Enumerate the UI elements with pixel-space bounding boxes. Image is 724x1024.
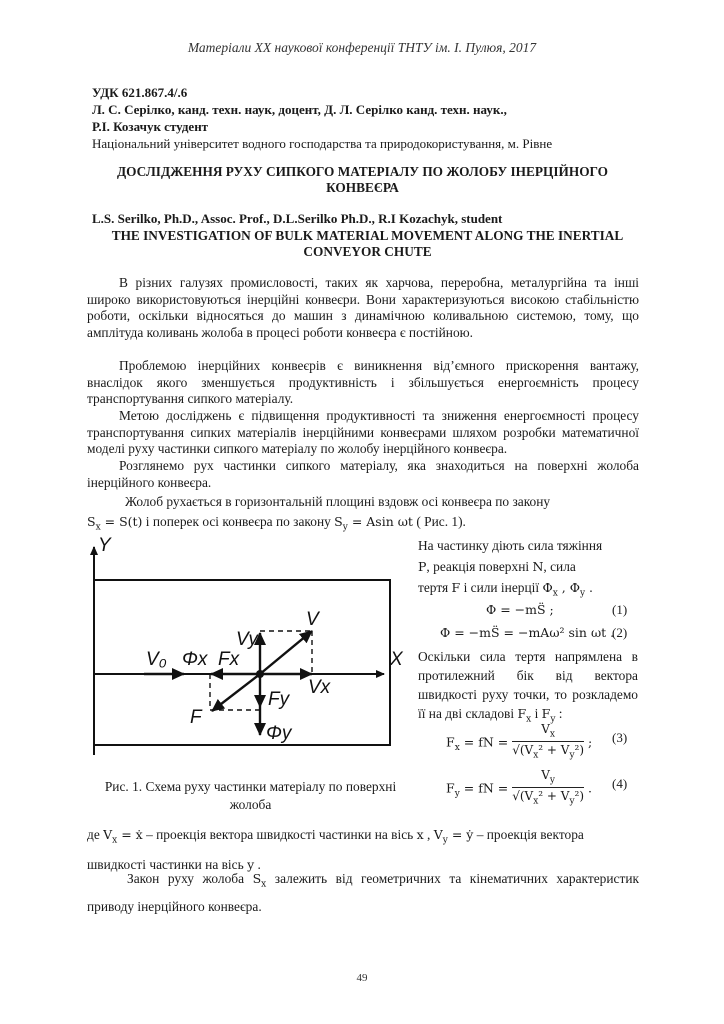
- paragraph-5-law: $S_x = S(t)$ і поперек осі конвеєра по закону $S_y = Asin$ ωt ( Рис. 1).: [87, 514, 466, 533]
- equation-4-number: (4): [612, 776, 628, 791]
- equation-1-number: (1): [612, 602, 628, 617]
- equation-3: $F_x$ = fN = $\frac{V_x}{√(V_x^2 + V_y^2)}$ ;: [446, 722, 593, 761]
- title-ua: ДОСЛІДЖЕННЯ РУХУ СИПКОГО МАТЕРІАЛУ ПО ЖОЛОБУ ІНЕРЦІЙНОГО КОНВЕЄРА: [116, 164, 609, 195]
- authors-ua: Л. С. Серілко, канд. техн. наук, доцент, Д. Л. Серілко канд. техн. наук.,: [92, 102, 507, 117]
- paragraph-5: Жолоб рухається в горизонтальній площині вздовж осі конвеєра по закону: [125, 494, 551, 509]
- equation-4: $F_y$ = fN = $\frac{V_y}{√(V_x^2 + V_y^2)}$ .: [446, 768, 592, 807]
- side-text-intro: На частинку діють сила тяжіння P, реакція поверхні N, сила тертя F і сили інерції $\Phi_x$ , $\Phi_y$ .: [418, 538, 603, 599]
- label-v-y: Vy: [236, 629, 258, 650]
- label-v-x: Vx: [308, 677, 331, 698]
- figure-caption: Рис. 1. Схема руху частинки матеріалу по поверхні жолоба: [104, 779, 397, 812]
- paragraph-6: Закон руху жолоба $S_x$ залежить від геометричних та кінематичних характеристик приводу інерційного конвеєра.: [87, 871, 639, 914]
- label-f-x: Fx: [218, 649, 240, 670]
- authors-en: L.S. Serilko, Ph.D., Assoc. Prof., D.L.Serilko Ph.D., R.I Kozachyk, student: [92, 211, 503, 226]
- authors-ua-line2: Р.І. Козачук студент: [92, 119, 209, 134]
- running-header: Матеріали XX наукової конференції ТНТУ ім. І. Пулюя, 2017: [187, 40, 537, 55]
- label-phi-x: Φx: [182, 649, 208, 670]
- equation-1: Φ = −mS̈ ;: [486, 602, 554, 617]
- title-en: THE INVESTIGATION OF BULK MATERIAL MOVEMENT ALONG THE INERTIAL CONVEYOR CHUTE: [111, 228, 624, 259]
- equation-3-number: (3): [612, 730, 628, 745]
- side-text-friction: Оскільки сила тертя напрямлена в протилежний бік від вектора швидкості руху точки, то розкладемо її на дві складові $F_x$ і $F_y$ :: [418, 649, 638, 725]
- label-v0: V₀: [146, 649, 167, 670]
- equation-2: Φ = −mS̈ = −mAω² sin ωt .: [440, 625, 615, 640]
- velocity-projections-text: де $V_x$ = ẋ – проекція вектора швидкості частинки на вісь x , $V_y$ = ẏ – проекція вектора швидкості частинки на вісь y .: [87, 827, 584, 872]
- friction-vector: [212, 674, 260, 711]
- label-x-axis: X: [390, 649, 403, 670]
- label-phi-y: Φy: [266, 723, 292, 744]
- paragraph-2: Проблемою інерційних конвеєрів є виникнення від’ємного прискорення вантажу, внаслідок якого зменшується продуктивність і збільшується енергоємність процесу транспортування сипкого матеріалу.: [87, 358, 639, 406]
- equation-2-number: (2): [612, 625, 628, 640]
- label-f: F: [190, 707, 202, 728]
- udc-code: УДК 621.867.4/.6: [92, 85, 188, 100]
- paragraph-3: Метою досліджень є підвищення продуктивності та зниження енергоємності процесу транспортування сипких матеріалів інерційними конвеєрами шляхом розробки математичної моделі руху частинки сипкого матеріалу по жолобу інерційного конвеєра.: [87, 408, 639, 456]
- page-number: 49: [356, 972, 368, 984]
- particle-point: [256, 670, 264, 678]
- particle-motion-diagram: [84, 535, 414, 770]
- paragraph-1: В різних галузях промисловості, таких як харчова, переробна, металургійна та інші широко використовуються інерційні конвеєри. Вони характеризуються високою стабільністю роботи, оскільки відносяться до машин з динамічною коливальною системою, тому, що амплітуда коливань жолоба в процесі роботи конвеєра є постійною.: [87, 275, 639, 340]
- label-y-axis: Y: [98, 535, 111, 556]
- chute-outline: [94, 580, 390, 745]
- label-v: V: [306, 609, 319, 630]
- paragraph-4: Розглянемо рух частинки сипкого матеріалу, яка знаходиться на поверхні жолоба інерційного конвеєра.: [87, 458, 639, 490]
- velocity-vector: [260, 631, 312, 674]
- label-f-y: Fy: [268, 689, 290, 710]
- affiliation: Національний університет водного господарства та природокористування, м. Рівне: [92, 136, 553, 151]
